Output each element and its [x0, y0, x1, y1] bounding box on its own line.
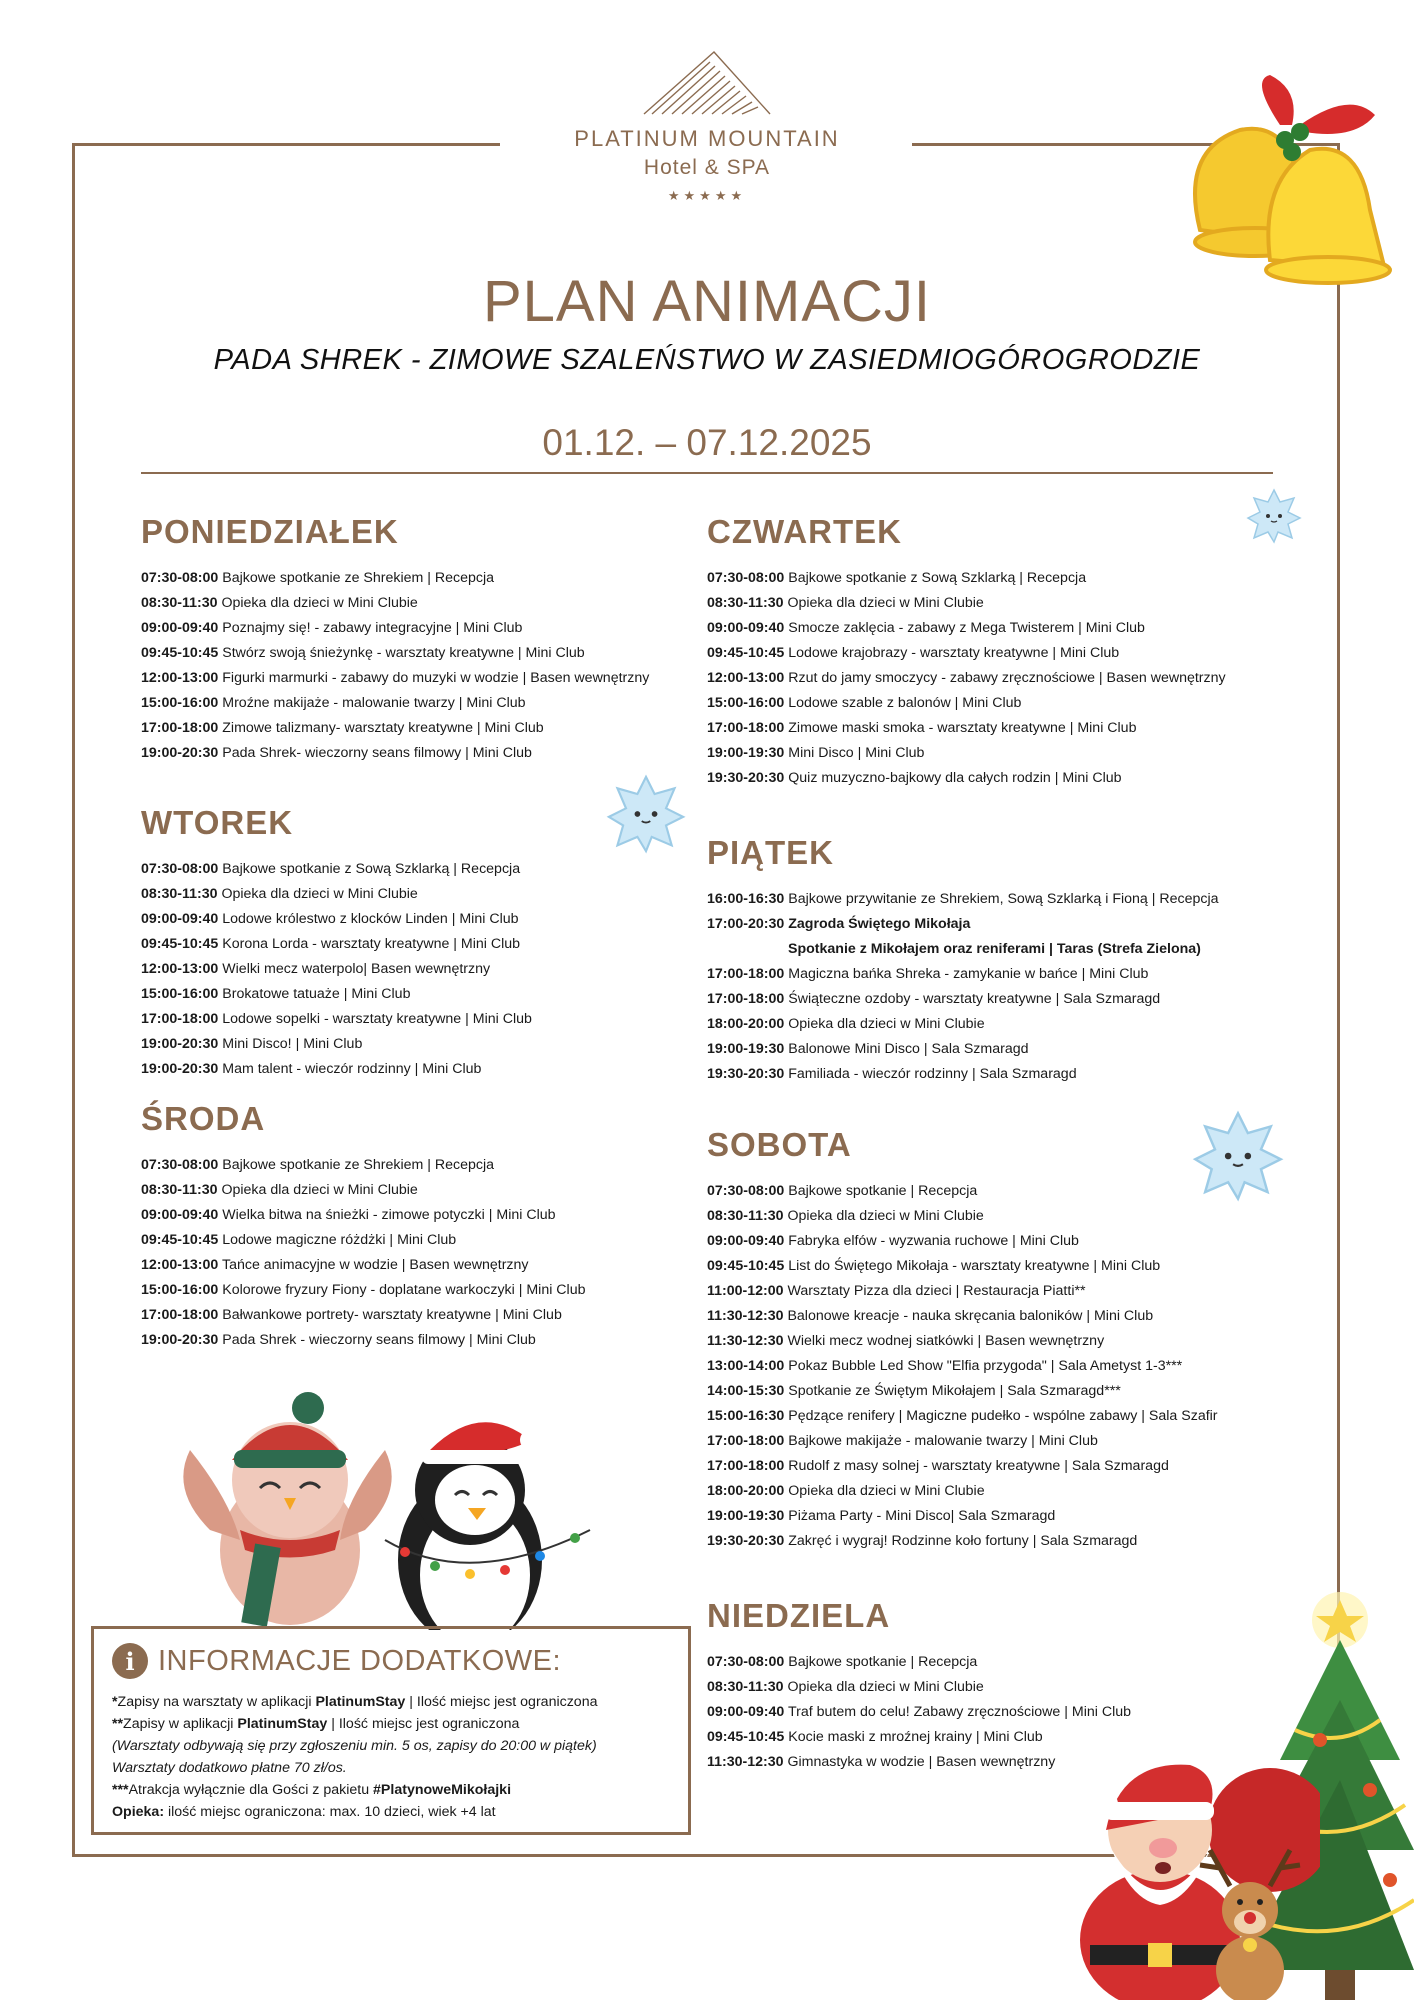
- schedule-row: 17:00-18:00 Bałwankowe portrety- warsztaty kreatywne | Mini Club: [141, 1307, 562, 1323]
- schedule-row: 17:00-18:00 Bajkowe makijaże - malowanie twarzy | Mini Club: [707, 1433, 1098, 1449]
- schedule-row: 09:45-10:45 Stwórz swoją śnieżynkę - warsztaty kreatywne | Mini Club: [141, 645, 585, 661]
- schedule-row: 19:00-19:30 Balonowe Mini Disco | Sala Szmaragd: [707, 1041, 1029, 1057]
- snowflake-icon: [606, 774, 686, 854]
- schedule-row: 11:30-12:30 Balonowe kreacje - nauka skręcania baloników | Mini Club: [707, 1308, 1154, 1324]
- day-heading: CZWARTEK: [707, 513, 902, 550]
- brand-sub: Hotel & SPA: [643, 156, 771, 179]
- day-sunday: [707, 1596, 1131, 1775]
- schedule-row-continuation: Spotkanie z Mikołajem oraz reniferami | Taras (Strefa Zielona): [788, 941, 1201, 957]
- day-saturday: [707, 1125, 1218, 1554]
- schedule-row: 07:30-08:00 Bajkowe spotkanie ze Shrekiem | Recepcja: [141, 1157, 495, 1173]
- info-line: *Zapisy na warsztaty w aplikacji PlatinumStay | Ilość miejsc jest ograniczona: [112, 1694, 598, 1710]
- schedule-row: 09:00-09:40 Poznajmy się! - zabawy integracyjne | Mini Club: [141, 620, 523, 636]
- schedule-row: 19:00-20:30 Mam talent - wieczór rodzinny | Mini Club: [141, 1061, 482, 1077]
- schedule-row: 16:00-16:30 Bajkowe przywitanie ze Shrekiem, Sową Szklarką i Fioną | Recepcja: [707, 891, 1219, 907]
- schedule-row: 09:45-10:45 List do Świętego Mikołaja - warsztaty kreatywne | Mini Club: [707, 1258, 1161, 1274]
- schedule-row: 09:45-10:45 Korona Lorda - warsztaty kreatywne | Mini Club: [141, 936, 521, 952]
- day-heading: PONIEDZIAŁEK: [141, 513, 399, 550]
- schedule-row: 17:00-18:00 Świąteczne ozdoby - warsztaty kreatywne | Sala Szmaragd: [707, 991, 1161, 1007]
- info-title: INFORMACJE DODATKOWE:: [158, 1644, 562, 1677]
- day-friday: [707, 833, 1219, 1087]
- schedule-row: 09:00-09:40 Fabryka elfów - wyzwania ruchowe | Mini Club: [707, 1233, 1079, 1249]
- schedule-row: 12:00-13:00 Figurki marmurki - zabawy do muzyki w wodzie | Basen wewnętrzny: [141, 670, 650, 686]
- hotel-logo: [540, 50, 874, 204]
- schedule-row: 17:00-18:00 Rudolf z masy solnej - warsztaty kreatywne | Sala Szmaragd: [707, 1458, 1169, 1474]
- schedule-row: 19:30-20:30 Familiada - wieczór rodzinny | Sala Szmaragd: [707, 1066, 1077, 1082]
- schedule-row: 08:30-11:30 Opieka dla dzieci w Mini Clubie: [141, 1182, 418, 1198]
- schedule-row: 19:00-20:30 Mini Disco! | Mini Club: [141, 1036, 363, 1052]
- info-icon: i: [112, 1643, 148, 1679]
- brand-name: PLATINUM MOUNTAIN: [574, 126, 840, 151]
- info-line: (Warsztaty odbywają się przy zgłoszeniu min. 5 os, zapisy do 20:00 w piątek): [112, 1738, 597, 1754]
- schedule-row: 19:00-19:30 Piżama Party - Mini Disco| Sala Szmaragd: [707, 1508, 1056, 1524]
- brand-stars: ★★★★★: [667, 188, 747, 203]
- mountain-logo-icon: [642, 50, 772, 116]
- day-heading: SOBOTA: [707, 1126, 852, 1163]
- schedule-row: 15:00-16:30 Pędzące renifery | Magiczne pudełko - wspólne zabawy | Sala Szafir: [707, 1408, 1218, 1424]
- schedule-row: 07:30-08:00 Bajkowe spotkanie | Recepcja: [707, 1654, 978, 1670]
- schedule-row: 08:30-11:30 Opieka dla dzieci w Mini Clubie: [707, 595, 984, 611]
- day-heading: WTOREK: [141, 804, 294, 841]
- info-line: Opieka: ilość miejsc ograniczona: max. 10 dzieci, wiek +4 lat: [112, 1804, 496, 1820]
- schedule-row: 09:45-10:45 Kocie maski z mroźnej krainy | Mini Club: [707, 1729, 1043, 1745]
- schedule-row: 12:00-13:00 Tańce animacyjne w wodzie | Basen wewnętrzny: [141, 1257, 529, 1273]
- schedule-row: 17:00-18:00 Zimowe maski smoka - warsztaty kreatywne | Mini Club: [707, 720, 1137, 736]
- schedule-row: 12:00-13:00 Wielki mecz waterpolo| Basen wewnętrzny: [141, 961, 491, 977]
- schedule-row: 08:30-11:30 Opieka dla dzieci w Mini Clubie: [141, 595, 418, 611]
- day-heading: NIEDZIELA: [707, 1597, 891, 1634]
- info-header: [112, 1643, 670, 1679]
- schedule-row: 09:45-10:45 Lodowe magiczne różdżki | Mini Club: [141, 1232, 457, 1248]
- schedule-row: 15:00-16:00 Brokatowe tatuaże | Mini Club: [141, 986, 411, 1002]
- schedule-row: 15:00-16:00 Kolorowe fryzury Fiony - doplatane warkoczyki | Mini Club: [141, 1282, 586, 1298]
- schedule-row: 17:00-18:00 Lodowe sopelki - warsztaty kreatywne | Mini Club: [141, 1011, 532, 1027]
- info-line: ***Atrakcja wyłącznie dla Gości z pakietu #PlatynoweMikołajki: [112, 1782, 512, 1798]
- title-divider: [141, 472, 1273, 474]
- schedule-row: 07:30-08:00 Bajkowe spotkanie z Sową Szklarką | Recepcja: [707, 570, 1087, 586]
- day-thursday: [707, 512, 1226, 791]
- info-line: Warsztaty dodatkowo płatne 70 zł/os.: [112, 1760, 347, 1776]
- schedule-row: 11:00-12:00 Warsztaty Pizza dla dzieci | Restauracja Piatti**: [707, 1283, 1086, 1299]
- info-line: **Zapisy w aplikacji PlatinumStay | Ilość miejsc jest ograniczona: [112, 1716, 520, 1732]
- info-box: [91, 1626, 691, 1835]
- schedule-row: 11:30-12:30 Wielki mecz wodnej siatkówki | Basen wewnętrzny: [707, 1333, 1105, 1349]
- schedule-row: 19:00-19:30 Mini Disco | Mini Club: [707, 745, 925, 761]
- schedule-row: 08:30-11:30 Opieka dla dzieci w Mini Clubie: [707, 1679, 984, 1695]
- schedule-row: 18:00-20:00 Opieka dla dzieci w Mini Clubie: [707, 1016, 985, 1032]
- schedule-row: 18:00-20:00 Opieka dla dzieci w Mini Clubie: [707, 1483, 985, 1499]
- schedule-row: 13:00-14:00 Pokaz Bubble Led Show "Elfia przygoda" | Sala Ametyst 1-3***: [707, 1358, 1183, 1374]
- christmas-bells-icon: [1160, 70, 1392, 285]
- owl-penguin-illustration-icon: [170, 1390, 610, 1630]
- schedule-row: 09:00-09:40 Lodowe królestwo z klocków Linden | Mini Club: [141, 911, 519, 927]
- schedule-row: 15:00-16:00 Lodowe szable z balonów | Mini Club: [707, 695, 1022, 711]
- page-title: PLAN ANIMACJI: [482, 269, 932, 334]
- schedule-row: 19:30-20:30 Zakręć i wygraj! Rodzinne koło fortuny | Sala Szmaragd: [707, 1533, 1138, 1549]
- schedule-row: 17:00-18:00 Zimowe talizmany- warsztaty kreatywne | Mini Club: [141, 720, 544, 736]
- schedule-row: 07:30-08:00 Bajkowe spotkanie | Recepcja: [707, 1183, 978, 1199]
- schedule-row: 09:00-09:40 Wielka bitwa na śnieżki - zimowe potyczki | Mini Club: [141, 1207, 556, 1223]
- page-subtitle: PADA SHREK - ZIMOWE SZALEŃSTWO W ZASIEDMIOGÓROGRODZIE: [213, 344, 1201, 376]
- schedule-row: 09:00-09:40 Smocze zaklęcia - zabawy z Mega Twisterem | Mini Club: [707, 620, 1145, 636]
- schedule-row: 08:30-11:30 Opieka dla dzieci w Mini Clubie: [141, 886, 418, 902]
- schedule-row: 14:00-15:30 Spotkanie ze Świętym Mikołajem | Sala Szmaragd***: [707, 1383, 1121, 1399]
- day-heading: ŚRODA: [141, 1100, 266, 1137]
- schedule-row: 19:30-20:30 Quiz muzyczno-bajkowy dla całych rodzin | Mini Club: [707, 770, 1122, 786]
- santa-reindeer-illustration-icon: [1070, 1740, 1320, 2000]
- schedule-row: 19:00-20:30 Pada Shrek- wieczorny seans filmowy | Mini Club: [141, 745, 532, 761]
- schedule-row: 07:30-08:00 Bajkowe spotkanie z Sową Szklarką | Recepcja: [141, 861, 521, 877]
- schedule-row: 19:00-20:30 Pada Shrek - wieczorny seans filmowy | Mini Club: [141, 1332, 536, 1348]
- schedule-row: 09:45-10:45 Lodowe krajobrazy - warsztaty kreatywne | Mini Club: [707, 645, 1120, 661]
- day-tuesday: [141, 803, 532, 1082]
- day-heading: PIĄTEK: [707, 834, 835, 871]
- day-wednesday: [141, 1099, 586, 1353]
- schedule-row: 07:30-08:00 Bajkowe spotkanie ze Shrekiem | Recepcja: [141, 570, 495, 586]
- snowflake-icon: [1246, 488, 1302, 544]
- date-range: 01.12. – 07.12.2025: [542, 422, 872, 463]
- day-monday: [141, 512, 649, 766]
- schedule-row: 17:00-18:00 Magiczna bańka Shreka - zamykanie w bańce | Mini Club: [707, 966, 1149, 982]
- schedule-row: 09:00-09:40 Traf butem do celu! Zabawy zręcznościowe | Mini Club: [707, 1704, 1132, 1720]
- schedule-row: 17:00-20:30 Zagroda Świętego Mikołaja: [707, 916, 971, 932]
- schedule-row: 08:30-11:30 Opieka dla dzieci w Mini Clubie: [707, 1208, 984, 1224]
- schedule-row: 15:00-16:00 Mroźne makijaże - malowanie twarzy | Mini Club: [141, 695, 526, 711]
- schedule-row: 12:00-13:00 Rzut do jamy smoczycy - zabawy zręcznościowe | Basen wewnętrzny: [707, 670, 1226, 686]
- schedule-row: 11:30-12:30 Gimnastyka w wodzie | Basen wewnętrzny: [707, 1754, 1056, 1770]
